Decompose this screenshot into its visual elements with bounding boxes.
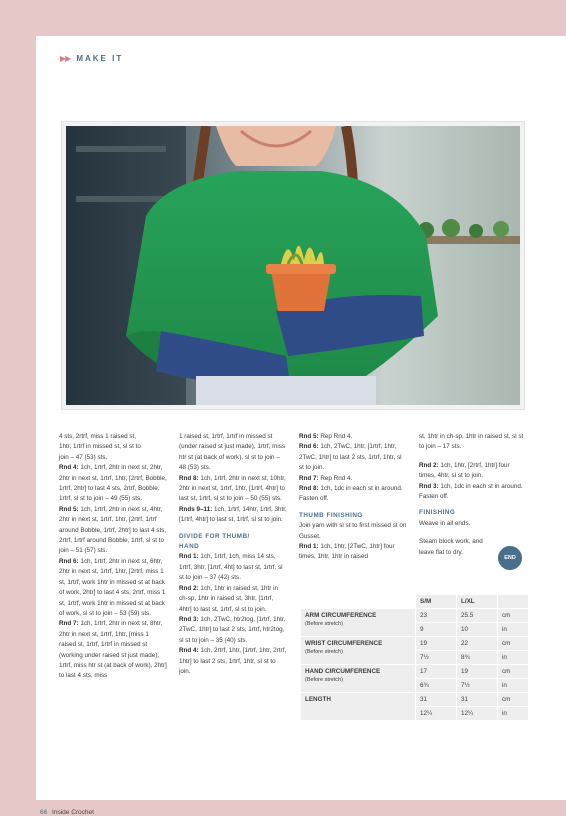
woman-with-plant-illustration [66,126,520,405]
hero-photo [62,122,524,409]
size-value: 31 [457,693,497,706]
pattern-text: 1htr, 1rtrf in missed st, sl st to [59,443,141,451]
pattern-row-d1 [179,552,287,583]
heading-line: DIVIDE FOR THUMB/ [179,532,250,540]
pattern-text: Weave in all ends. [419,519,471,527]
fasten-off-text: Fasten off. [419,493,449,501]
pattern-text: st, 1htr in ch-sp, 1htr in raised st, sl st to join – 17 sts. [419,433,524,451]
row-label: Rnd 4: [179,647,199,655]
size-value: 6¾ [416,679,456,692]
pattern-row-rnd6 [59,557,167,619]
size-row [301,609,528,622]
section-heading-divide [179,532,287,553]
pattern-row-t2 [419,461,527,482]
measurement-label: WRIST CIRCUMFERENCE (Before stretch) [301,637,415,664]
pattern-row-rnd8 [179,474,287,505]
size-value: 12¼ [457,707,497,720]
pattern-column-1 [59,432,167,682]
kicker-label: MAKE IT [76,54,124,63]
size-value: 9 [416,623,456,636]
size-value: 19 [416,637,456,650]
measurement-label: ARM CIRCUMFERENCE (Before stretch) [301,609,415,636]
row-text: Rep Rnd 4. [318,433,353,440]
row-text: 1ch, 1rtrf, 2htr in next st, 4htr, 2htr in next st, 1rtrf, 1htr, [2rtrf, 1rtrf around Bobble, 1rtrf, 2htr] to last 4 sts, 2rtrf, 1rtrf around Bobble, 1rtrf, sl st to join – 51 (57) sts. [59,505,167,555]
page-footer [40,809,94,816]
pattern-row-d4 [179,646,287,677]
row-text: 1ch, 1htr, [2rtrf, 1htr] four times, 4htr, sl st to join. [419,461,510,480]
size-unit: in [498,707,528,720]
pattern-row-t1 [299,542,407,563]
row-text: Rep Rnd 4. [318,474,353,482]
row-label: Rnd 8: [179,474,199,482]
row-text: 1ch, 2rtrf, 1htr, [1rtrf, 1htr, 2rtrf, 1htr] to last 2 sts, 1rtrf, 1htr, sl st to join. [179,647,287,675]
pattern-row-rnd7 [59,619,167,681]
row-label: Rnd 1: [179,553,199,561]
size-table [300,594,529,721]
size-value: 22 [457,637,497,650]
size-value: 31 [416,693,456,706]
section-heading-thumb: THUMB FINISHING [299,511,363,519]
heading-line: HAND [179,543,200,551]
measurement-label: HAND CIRCUMFERENCE (Before stretch) [301,665,415,692]
arrow-icon: ▶▶ [60,54,71,63]
pattern-column-2 [179,432,287,677]
size-unit: in [498,679,528,692]
magazine-page [36,36,566,816]
row-text: 1ch, 1rtrf, 2htr in next st, 6htr, 2htr in next st, 1rtrf, 1htr, [2rtrf, miss 1 st, 1rtrf, work 1htr in missed st at back of work, 2htr] to last 4 sts, 2rtrf, miss 1 st, 1rtrf, work 1htr in missed st at back of work, sl st to join – 53 (59) sts. [59,557,166,617]
size-unit: cm [498,665,528,678]
pattern-row-t3 [419,482,527,492]
row-text: 1ch, 1htr, [2TwC, 1htr] four times, 1htr, 1htr in raised [299,543,395,561]
row-label: Rnd 7: [59,620,79,628]
size-row [301,637,528,650]
size-table-header [301,595,528,608]
pattern-row-d2 [179,584,287,615]
size-value: 8¾ [457,651,497,664]
end-badge: END [498,546,522,570]
section-kicker [60,54,123,63]
magazine-name: Inside Crochet [52,809,94,816]
size-unit: in [498,623,528,636]
size-value: 10 [457,623,497,636]
row-label: Rnds 9–11: [179,505,213,513]
size-value: 23 [416,609,456,622]
pattern-text: 4 sts, 2rtrf, miss 1 raised st, [59,433,136,440]
row-label: Rnd 1: [299,543,319,551]
row-label: Rnd 7: [299,474,319,482]
pattern-text: join – 47 (53) sts. [59,453,108,461]
size-row [301,693,528,706]
measurement-label: LENGTH [301,693,415,720]
row-label: Rnd 8: [299,485,319,493]
size-value: 7½ [416,651,456,664]
row-label: Rnd 4: [59,464,79,472]
size-value: 12¼ [416,707,456,720]
row-label: Rnd 2: [419,461,439,469]
row-text: 1ch, 1dc in each st in around. [438,482,523,490]
site-watermark: PassionForum.ru [470,776,554,787]
pattern-column-4 [419,432,527,558]
pattern-row-rnd5 [59,505,167,557]
row-text: 1ch, 1htr in raised st, 1htr in ch-sp, 1htr in raised st, 3htr, [1rtrf, 4htr] to last st, 1rtrf, sl st to join. [179,584,279,613]
row-label: Rnd 6: [59,557,79,565]
pattern-row-r8 [299,484,407,494]
size-header: S/M [416,595,456,608]
row-label: Rnd 3: [419,482,439,490]
section-heading-finishing: FINISHING [419,509,456,517]
size-value: 7½ [457,679,497,692]
row-text: 1ch, 2TwC, 1htr, [1rtrf, 1htr, 2TwC, 1htr] to last 2 sts, 1rtrf, 1htr, sl st to join. [299,443,402,472]
page-number: 66 [40,809,48,816]
row-text: 1ch, 2TwC, htr2tog, [1rtrf, 1htr, 2TwC, 1htr] to last 2 sts, 1rtrf, htr2tog, sl st to join – 35 (40) sts. [179,615,286,644]
size-value: 25.5 [457,609,497,622]
row-text: 1ch, 1rtrf, 2htr in next st, 2htr, 2htr in next st, 1rtrf, 1htr, [2rtrf, Bobble, 1rtrf, 2htr] to last 4 sts, 2rtrf, Bobble, 1rtrf, sl st to join – 49 (55) sts. [59,464,167,503]
row-text: 1ch, 1rtrf, 2htr in next st, 10htr, 2htr in next st, 1rtrf, 1htr, [1rtrf, 4htr] to last st, 1rtrf, sl st to join – 50 (55) sts. [179,474,286,503]
size-header: L/XL [457,595,497,608]
size-unit: in [498,651,528,664]
size-value: 19 [457,665,497,678]
row-text: 1ch, 1rtrf, 1ch, miss 14 sts, 1rtrf, 3htr, [1rtrf, 4ht] to last st, 1rtrf, sl st to join – 37 (42) sts. [179,553,283,582]
pattern-row-rnds9-11 [179,505,287,526]
size-unit: cm [498,693,528,706]
row-label: Rnd 5: [299,433,319,440]
pattern-row-r7 [299,474,407,484]
pattern-row-d3 [179,615,287,646]
size-unit: cm [498,637,528,650]
row-label: Rnd 6: [299,443,319,451]
pattern-text: 1 raised st, 1rtrf, 1rtrf in missed st (under raised st just made), 1rtrf, miss htr st (at back of work), sl st to join – 48 (53) sts. [179,433,286,472]
pattern-text: Join yarn with sl st to first missed st on Gusset. [299,522,407,540]
row-text: 1ch, 1rtrf, 2htr in next st, 8htr, 2htr in next st, 1rtrf, 1htr, [miss 1 raised st, 1rtrf, 1rtrf in missed st (working under raised st just made), 1rtrf, miss htr st (at back of work), 2htr] to last 4 sts, miss [59,620,167,680]
row-label: Rnd 5: [59,505,79,513]
size-row [301,665,528,678]
fasten-off-text: Fasten off. [299,495,329,503]
row-text: 1ch, 1dc in each st in around. [318,485,403,493]
pattern-text: Steam block work, and leave flat to dry. [419,538,483,556]
pattern-row-r5 [299,432,407,442]
row-text: 1ch, 1rtrf, 14htr, 1rtrf, 3htr, [1rtrf, 4htr] to last st, 1rtrf, sl st to join. [179,505,287,524]
row-label: Rnd 3: [179,615,199,623]
row-label: Rnd 2: [179,584,199,592]
pattern-column-3 [299,432,407,563]
size-value: 17 [416,665,456,678]
size-unit: cm [498,609,528,622]
pattern-row-rnd4 [59,463,167,505]
pattern-row-r6 [299,442,407,473]
